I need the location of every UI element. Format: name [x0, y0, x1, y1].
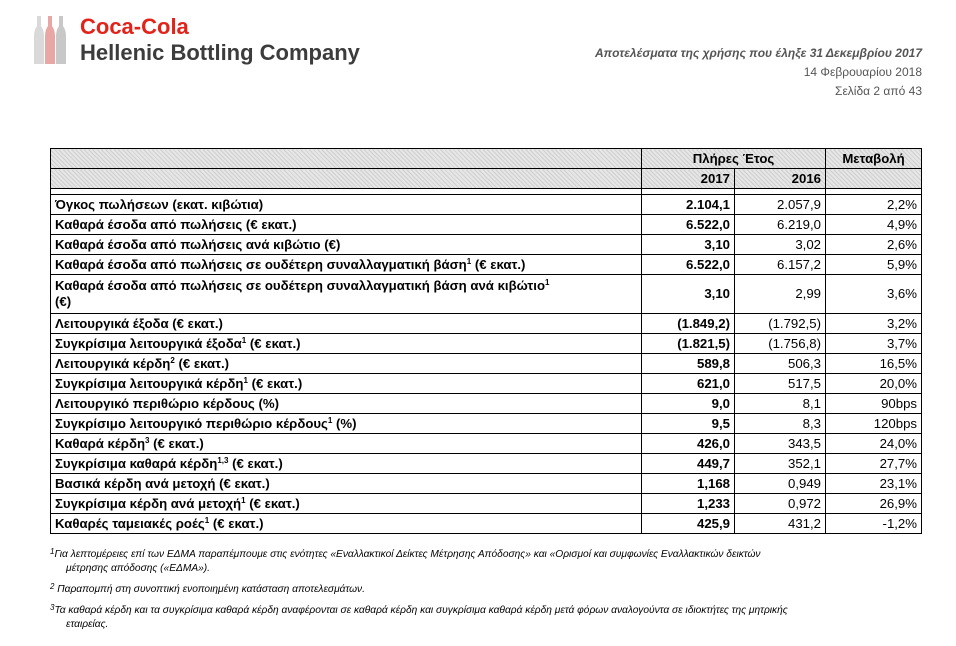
row-label: Συγκρίσιμα καθαρά κέρδη$^{1,3}$ (€ εκατ.) [51, 454, 642, 474]
row-label: Λειτουργικά κέρδη$^2$ (€ εκατ.) [51, 354, 642, 374]
value-2017: 1,168 [642, 474, 735, 494]
value-2017: 6.522,0 [642, 255, 735, 275]
row-label: Λειτουργικά έξοδα (€ εκατ.) [51, 314, 642, 334]
results-table [50, 148, 922, 534]
report-date: 14 Φεβρουαρίου 2018 [803, 65, 922, 79]
value-2017: 449,7 [642, 454, 735, 474]
brand-name-line1: Coca-Cola [80, 14, 189, 39]
change-value: 27,7% [826, 454, 922, 474]
row-label: Συγκρίσιμα λειτουργικά κέρδη$^1$ (€ εκατ.) [51, 374, 642, 394]
row-label: Καθαρά έσοδα από πωλήσεις σε ουδέτερη συναλλαγματική βάση ανά κιβώτιο$^1$ (€) [51, 275, 642, 314]
value-2016: 343,5 [735, 434, 826, 454]
row-label: Καθαρά έσοδα από πωλήσεις (€ εκατ.) [51, 215, 642, 235]
table-row [51, 354, 922, 374]
year-header-row [51, 169, 922, 189]
table-row [51, 235, 922, 255]
value-2016: 352,1 [735, 454, 826, 474]
table-row [51, 394, 922, 414]
row-label: Συγκρίσιμα κέρδη ανά μετοχή$^1$ (€ εκατ.) [51, 494, 642, 514]
table-row [51, 334, 922, 354]
change-value: -1,2% [826, 514, 922, 534]
value-2017: (1.849,2) [642, 314, 735, 334]
change-value: 4,9% [826, 215, 922, 235]
year-2016-header: 2016 [735, 169, 826, 189]
table-row [51, 215, 922, 235]
table-row [51, 434, 922, 454]
change-value: 24,0% [826, 434, 922, 454]
change-value: 90bps [826, 394, 922, 414]
value-2017: 2.104,1 [642, 195, 735, 215]
change-value: 2,2% [826, 195, 922, 215]
value-2016: 8,1 [735, 394, 826, 414]
table-header-row [51, 149, 922, 169]
change-value: 23,1% [826, 474, 922, 494]
table-row [51, 314, 922, 334]
row-label: Λειτουργικό περιθώριο κέρδους (%) [51, 394, 642, 414]
row-label: Καθαρά έσοδα από πωλήσεις ανά κιβώτιο (€) [51, 235, 642, 255]
value-2016: 3,02 [735, 235, 826, 255]
row-label: Καθαρά κέρδη$^3$ (€ εκατ.) [51, 434, 642, 454]
value-2017: 621,0 [642, 374, 735, 394]
table-row [51, 474, 922, 494]
value-2016: 506,3 [735, 354, 826, 374]
value-2017: 426,0 [642, 434, 735, 454]
value-2016: 0,972 [735, 494, 826, 514]
value-2016: 6.219,0 [735, 215, 826, 235]
page-number: Σελίδα 2 από 43 [835, 84, 922, 98]
full-year-header: Πλήρες Έτος [642, 149, 826, 169]
value-2016: 517,5 [735, 374, 826, 394]
row-label: Βασικά κέρδη ανά μετοχή (€ εκατ.) [51, 474, 642, 494]
value-2016: 0,949 [735, 474, 826, 494]
table-row [51, 374, 922, 394]
year-2017-header: 2017 [642, 169, 735, 189]
value-2017: 9,5 [642, 414, 735, 434]
change-value: 5,9% [826, 255, 922, 275]
table-row [51, 195, 922, 215]
table-row [51, 275, 922, 314]
table-row [51, 494, 922, 514]
change-value: 20,0% [826, 374, 922, 394]
value-2017: (1.821,5) [642, 334, 735, 354]
value-2017: 9,0 [642, 394, 735, 414]
table-row [51, 514, 922, 534]
footnote-2: $^2$ Παραπομπή στη συνοπτική ενοποιημένη κατάσταση αποτελεσμάτων. [50, 582, 365, 595]
row-label: Όγκος πωλήσεων (εκατ. κιβώτια) [51, 195, 642, 215]
value-2017: 1,233 [642, 494, 735, 514]
change-value: 16,5% [826, 354, 922, 374]
brand-name-line2: Hellenic Bottling Company [80, 40, 360, 65]
change-value: 3,7% [826, 334, 922, 354]
value-2016: 2.057,9 [735, 195, 826, 215]
bottles-logo-icon [28, 14, 88, 64]
row-label: Συγκρίσιμα λειτουργικά έξοδα$^1$ (€ εκατ.) [51, 334, 642, 354]
value-2016: 6.157,2 [735, 255, 826, 275]
value-2016: (1.756,8) [735, 334, 826, 354]
value-2016: (1.792,5) [735, 314, 826, 334]
table-row [51, 255, 922, 275]
footnote-3: $^3$Τα καθαρά κέρδη και τα συγκρίσιμα καθαρά κέρδη αναφέρονται σε καθαρά κέρδη και συγκρίσιμα καθαρά κέρδη μετά φόρων αναλογούντα σε ιδιοκτήτες της μητρικής εταιρείας. [50, 603, 788, 630]
row-label: Καθαρές ταμειακές ροές$^1$ (€ εκατ.) [51, 514, 642, 534]
change-value: 3,6% [826, 275, 922, 314]
value-2017: 3,10 [642, 235, 735, 255]
table-row [51, 414, 922, 434]
value-2017: 425,9 [642, 514, 735, 534]
row-label: Καθαρά έσοδα από πωλήσεις σε ουδέτερη συναλλαγματική βάση$^1$ (€ εκατ.) [51, 255, 642, 275]
change-value: 120bps [826, 414, 922, 434]
value-2016: 2,99 [735, 275, 826, 314]
footnote-1: $^1$Για λεπτομέρειες επί των ΕΔΜΑ παραπέμπουμε στις ενότητες «Εναλλακτικοί Δείκτες Μέτρησης Απόδοσης» και «Ορισμοί και συμφωνίες Εναλλακτικών δεικτών μέτρησης απόδοσης («ΕΔΜΑ»). [50, 547, 761, 574]
value-2017: 589,8 [642, 354, 735, 374]
change-header: Μεταβολή [826, 149, 922, 169]
report-title: Αποτελέσματα της χρήσης που έληξε 31 Δεκεμβρίου 2017 [594, 46, 922, 60]
value-2017: 6.522,0 [642, 215, 735, 235]
change-value: 3,2% [826, 314, 922, 334]
change-value: 26,9% [826, 494, 922, 514]
value-2016: 431,2 [735, 514, 826, 534]
change-value: 2,6% [826, 235, 922, 255]
value-2016: 8,3 [735, 414, 826, 434]
row-label: Συγκρίσιμο λειτουργικό περιθώριο κέρδους$^1$ (%) [51, 414, 642, 434]
table-row [51, 454, 922, 474]
value-2017: 3,10 [642, 275, 735, 314]
